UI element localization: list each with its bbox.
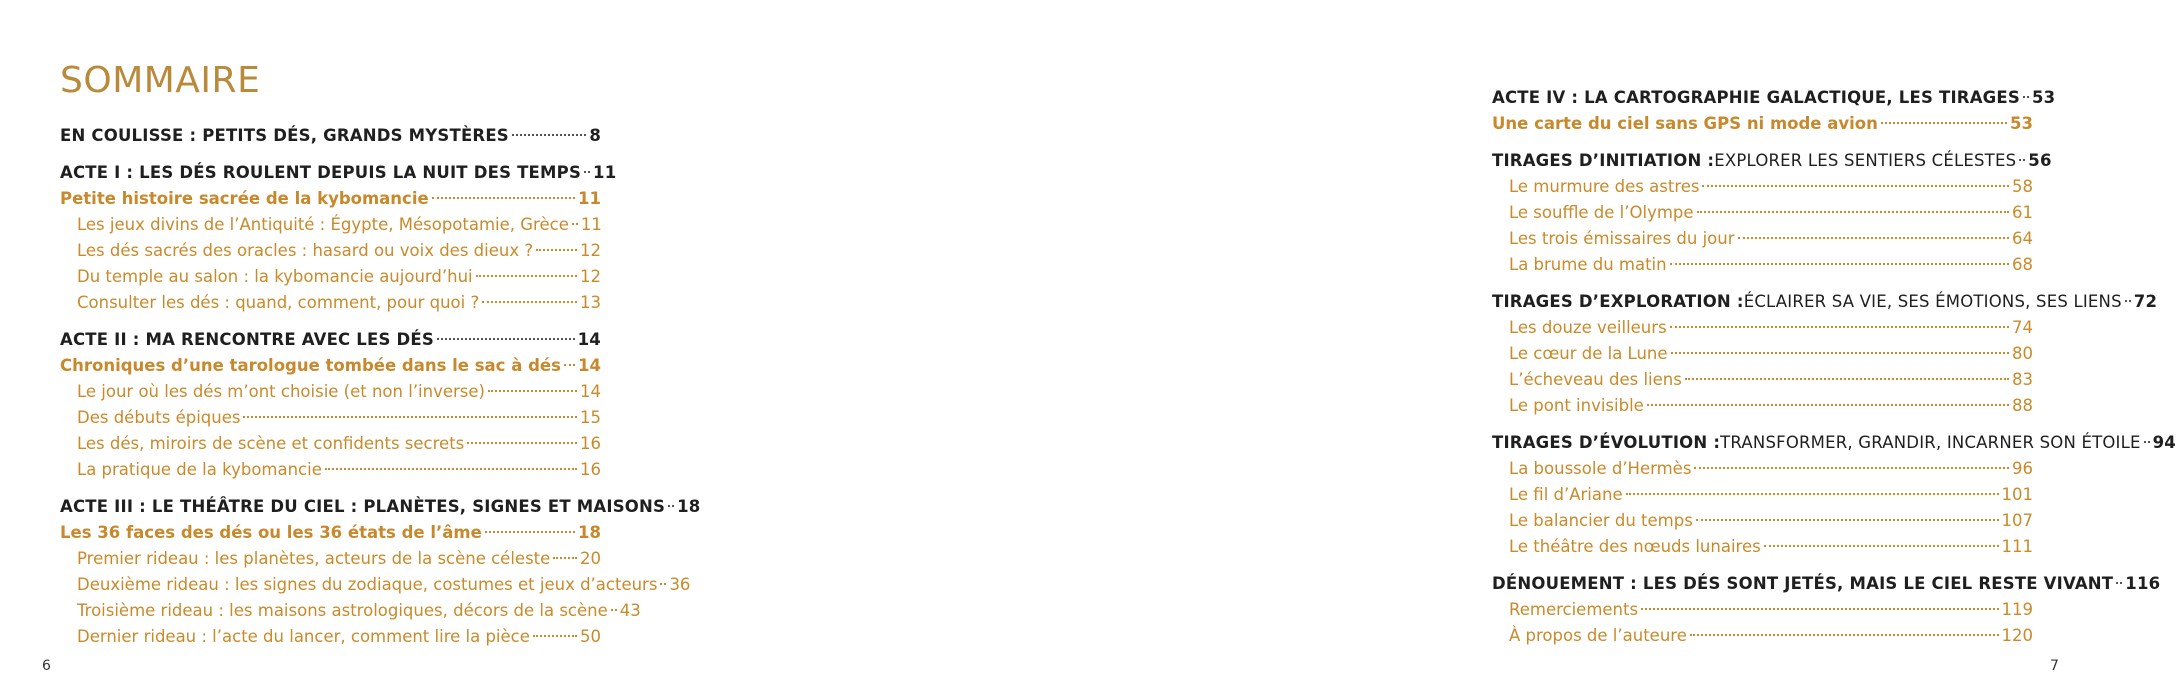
toc-entry-title: ACTE I : LES DÉS ROULENT DEPUIS LA NUIT DES TEMPS: [60, 163, 582, 182]
page-title: SOMMAIRE: [60, 60, 261, 101]
toc-page-number: 50: [580, 627, 601, 646]
toc-page-number: 61: [2012, 203, 2033, 222]
toc-page-number: 68: [2012, 255, 2033, 274]
toc-entry-chapter: [60, 520, 601, 546]
toc-page-number: 16: [580, 434, 601, 453]
dot-leader: [1702, 184, 2009, 187]
dot-leader: [1685, 377, 2009, 380]
toc-entry-title: TIRAGES D’INITIATION :: [1492, 151, 1715, 170]
dot-leader: [2019, 158, 2025, 161]
toc-entry-section: [1492, 200, 2033, 226]
toc-page-number: 11: [580, 215, 602, 234]
toc-entry-subtitle: TRANSFORMER, GRANDIR, INCARNER SON ÉTOILE: [1720, 433, 2141, 452]
dot-leader: [476, 274, 577, 277]
toc-entry-title: Le cœur de la Lune: [1509, 344, 1668, 363]
toc-entry-act: [1492, 430, 2176, 456]
dot-leader: [437, 337, 575, 340]
toc-entry-title: EN COULISSE : PETITS DÉS, GRANDS MYSTÈRES: [60, 126, 509, 145]
toc-page-number: 74: [2012, 318, 2033, 337]
toc-right: [1492, 85, 2176, 649]
dot-leader: [553, 556, 577, 559]
dot-leader: [488, 389, 577, 392]
toc-entry-title: ACTE II : MA RENCONTRE AVEC LES DÉS: [60, 330, 434, 349]
dot-leader: [482, 300, 577, 303]
dot-leader: [2144, 440, 2150, 443]
toc-entry-act: [60, 123, 601, 149]
toc-entry-section: [60, 624, 601, 650]
toc-entry-title: TIRAGES D’ÉVOLUTION :: [1492, 433, 1721, 452]
toc-entry-section: [60, 212, 601, 238]
toc-entry-act: [1492, 289, 2158, 315]
toc-page-number: 14: [580, 382, 601, 401]
toc-page-number: 58: [2012, 177, 2033, 196]
dot-leader: [1690, 633, 1999, 636]
dot-leader: [2116, 581, 2122, 584]
toc-entry-chapter: [60, 353, 601, 379]
dot-leader: [668, 504, 674, 507]
toc-entry-title: Le fil d’Ariane: [1509, 485, 1623, 504]
toc-entry-section: [60, 264, 601, 290]
toc-page-number: 12: [580, 267, 601, 286]
dot-leader: [2125, 299, 2131, 302]
toc-page-number: 64: [2012, 229, 2033, 248]
toc-entry-section: [1492, 367, 2033, 393]
toc-page-number: 72: [2133, 292, 2158, 311]
toc-entry-title: Consulter les dés : quand, comment, pour quoi ?: [77, 293, 480, 312]
toc-entry-section: [1492, 174, 2033, 200]
toc-entry-section: [1492, 393, 2033, 419]
toc-entry-section: [1492, 623, 2033, 649]
toc-entry-title: La brume du matin: [1509, 255, 1667, 274]
dot-leader: [611, 608, 617, 611]
toc-entry-section: [60, 572, 691, 598]
toc-entry-title: Les dés, miroirs de scène et confidents secrets: [77, 434, 465, 453]
toc-page-number: 53: [2010, 114, 2033, 133]
toc-entry-chapter: [1492, 111, 2033, 137]
toc-entry-title: Le balancier du temps: [1509, 511, 1693, 530]
dot-leader: [512, 133, 586, 136]
toc-entry-title: ACTE IV : LA CARTOGRAPHIE GALACTIQUE, LES TIRAGES: [1492, 88, 2020, 107]
toc-entry-act: [60, 160, 617, 186]
toc-page-number: 43: [619, 601, 641, 620]
toc-page-number: 119: [2001, 600, 2033, 619]
dot-leader: [2023, 95, 2029, 98]
left-page: [0, 0, 700, 700]
toc-entry-section: [1492, 508, 2033, 534]
toc-entry-section: [60, 379, 601, 405]
toc-entry-title: Le murmure des astres: [1509, 177, 1700, 196]
toc-entry-title: Les dés sacrés des oracles : hasard ou voix des dieux ?: [77, 241, 534, 260]
toc-entry-title: La pratique de la kybomancie: [77, 460, 322, 479]
dot-leader: [1626, 492, 1999, 495]
toc-entry-title: Le pont invisible: [1509, 396, 1644, 415]
toc-entry-section: [60, 290, 601, 316]
toc-entry-title: Le souffle de l’Olympe: [1509, 203, 1694, 222]
toc-entry-section: [1492, 252, 2033, 278]
dot-leader: [1764, 544, 1999, 547]
toc-page-number: 120: [2001, 626, 2033, 645]
dot-leader: [485, 530, 575, 533]
dot-leader: [1694, 466, 2009, 469]
dot-leader: [432, 196, 575, 199]
dot-leader: [1670, 262, 2009, 265]
toc-page-number: 16: [580, 460, 601, 479]
dot-leader: [564, 363, 575, 366]
toc-entry-title: À propos de l’auteure: [1509, 626, 1687, 645]
toc-entry-section: [60, 431, 601, 457]
toc-page-number: 12: [580, 241, 601, 260]
toc-entry-section: [60, 238, 601, 264]
page-number-right: 7: [2050, 658, 2059, 674]
dot-leader: [1697, 210, 2009, 213]
toc-page-number: 8: [589, 126, 601, 145]
dot-leader: [572, 222, 578, 225]
toc-entry-act: [1492, 85, 2056, 111]
toc-page-number: 83: [2012, 370, 2033, 389]
toc-entry-section: [1492, 456, 2033, 482]
toc-page-number: 111: [2001, 537, 2033, 556]
dot-leader: [1738, 236, 2009, 239]
dot-leader: [1696, 518, 1999, 521]
toc-entry-section: [1492, 341, 2033, 367]
toc-entry-section: [60, 546, 601, 572]
toc-page-number: 101: [2001, 485, 2033, 504]
dot-leader: [243, 415, 577, 418]
right-page: [700, 0, 2176, 700]
toc-entry-subtitle: ÉCLAIRER SA VIE, SES ÉMOTIONS, SES LIENS: [1743, 292, 2122, 311]
toc-entry-title: Chroniques d’une tarologue tombée dans le sac à dés: [60, 356, 561, 375]
toc-entry-section: [1492, 315, 2033, 341]
toc-entry-title: TIRAGES D’EXPLORATION :: [1492, 292, 1744, 311]
toc-entry-section: [60, 598, 641, 624]
toc-entry-title: Une carte du ciel sans GPS ni mode avion: [1492, 114, 1878, 133]
toc-page-number: 116: [2125, 574, 2161, 593]
toc-entry-title: La boussole d’Hermès: [1509, 459, 1692, 478]
toc-entry-title: Remerciements: [1509, 600, 1639, 619]
toc-entry-title: Le théâtre des nœuds lunaires: [1509, 537, 1761, 556]
toc-entry-section: [1492, 226, 2033, 252]
page-number-left: 6: [42, 658, 51, 674]
toc-page-number: 96: [2012, 459, 2033, 478]
toc-entry-act: [1492, 148, 2052, 174]
toc-entry-subtitle: EXPLORER LES SENTIERS CÉLESTES: [1714, 151, 2017, 170]
toc-page-number: 14: [577, 330, 601, 349]
toc-page-number: 18: [677, 497, 701, 516]
toc-entry-title: Le jour où les dés m’ont choisie (et non l’inverse): [77, 382, 485, 401]
toc-entry-act: [60, 494, 701, 520]
toc-entry-title: ACTE III : LE THÉÂTRE DU CIEL : PLANÈTES, SIGNES ET MAISONS: [60, 497, 666, 516]
toc-page-number: 80: [2012, 344, 2033, 363]
toc-page-number: 94: [2152, 433, 2176, 452]
toc-entry-section: [1492, 534, 2033, 560]
toc-page-number: 15: [580, 408, 601, 427]
toc-entry-title: Du temple au salon : la kybomancie aujourd’hui: [77, 267, 473, 286]
toc-entry-title: Premier rideau : les planètes, acteurs de la scène céleste: [77, 549, 551, 568]
toc-entry-title: Petite histoire sacrée de la kybomancie: [60, 189, 429, 208]
toc-entry-title: Les douze veilleurs: [1509, 318, 1667, 337]
toc-entry-title: DÉNOUEMENT : LES DÉS SONT JETÉS, MAIS LE CIEL RESTE VIVANT: [1492, 574, 2114, 593]
dot-leader: [536, 248, 577, 251]
dot-leader: [660, 582, 666, 585]
toc-entry-section: [60, 457, 601, 483]
toc-entry-section: [1492, 597, 2033, 623]
toc-entry-title: Des débuts épiques: [77, 408, 241, 427]
toc-entry-section: [1492, 482, 2033, 508]
toc-entry-section: [60, 405, 601, 431]
toc-entry-title: L’écheveau des liens: [1509, 370, 1682, 389]
dot-leader: [1671, 351, 2009, 354]
dot-leader: [325, 467, 577, 470]
toc-entry-act: [1492, 571, 2161, 597]
dot-leader: [1647, 403, 2009, 406]
toc-entry-title: Les 36 faces des dés ou les 36 états de l’âme: [60, 523, 482, 542]
toc-page-number: 107: [2001, 511, 2033, 530]
toc-page-number: 14: [578, 356, 601, 375]
toc-entry-title: Les trois émissaires du jour: [1509, 229, 1735, 248]
toc-left: [60, 123, 701, 650]
toc-page-number: 36: [669, 575, 691, 594]
dot-leader: [1881, 121, 2007, 124]
dot-leader: [1641, 607, 1998, 610]
dot-leader: [584, 170, 590, 173]
toc-page-number: 88: [2012, 396, 2033, 415]
dot-leader: [533, 634, 577, 637]
toc-page-number: 11: [578, 189, 601, 208]
toc-page-number: 18: [578, 523, 601, 542]
toc-entry-title: Troisième rideau : les maisons astrologiques, décors de la scène: [77, 601, 608, 620]
toc-entry-title: Dernier rideau : l’acte du lancer, comment lire la pièce: [77, 627, 530, 646]
toc-entry-act: [60, 327, 601, 353]
toc-page-number: 13: [580, 293, 601, 312]
toc-entry-title: Les jeux divins de l’Antiquité : Égypte, Mésopotamie, Grèce: [77, 215, 569, 234]
toc-page-number: 53: [2031, 88, 2056, 107]
dot-leader: [1670, 325, 2009, 328]
toc-entry-title: Deuxième rideau : les signes du zodiaque, costumes et jeux d’acteurs: [77, 575, 658, 594]
dot-leader: [467, 441, 577, 444]
toc-page-number: 20: [580, 549, 601, 568]
toc-page-number: 56: [2028, 151, 2052, 170]
toc-entry-chapter: [60, 186, 601, 212]
toc-page-number: 11: [593, 163, 617, 182]
